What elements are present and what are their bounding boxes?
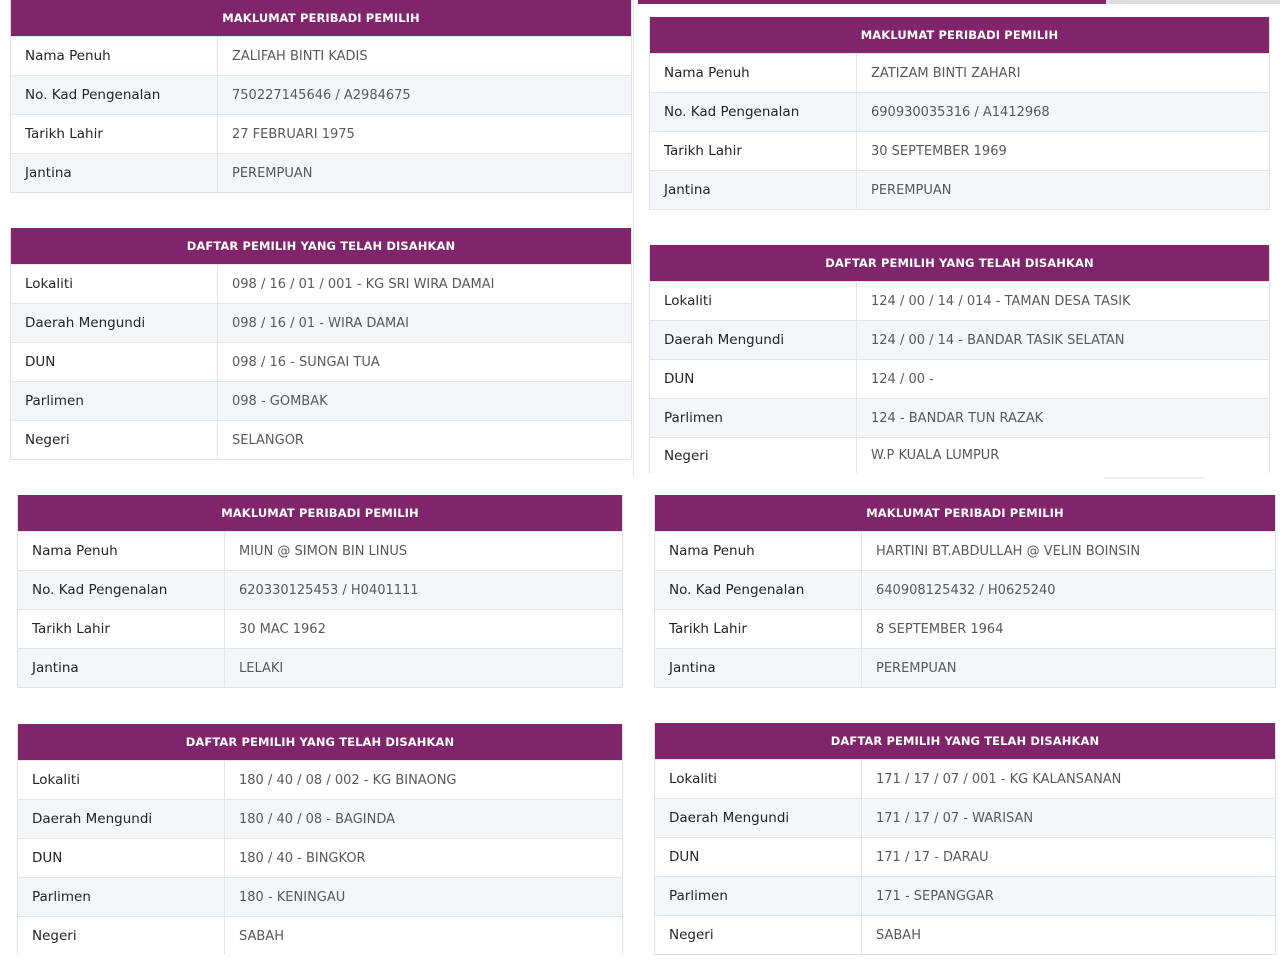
value-polling-district: 124 / 00 / 14 - BANDAR TASIK SELATAN xyxy=(871,332,1125,348)
row-state xyxy=(18,916,622,955)
label-parliament: Parlimen xyxy=(11,382,218,420)
row-locality xyxy=(655,759,1275,798)
label-locality: Lokaliti xyxy=(650,282,857,320)
label-state: Negeri xyxy=(11,421,218,459)
value-state: SELANGOR xyxy=(232,432,304,448)
personal-info-table xyxy=(17,495,623,688)
value-locality: 098 / 16 / 01 / 001 - KG SRI WIRA DAMAI xyxy=(232,276,495,292)
value-full-name: HARTINI BT.ABDULLAH @ VELIN BOINSIN xyxy=(876,543,1141,559)
value-birth-date: 27 FEBRUARI 1975 xyxy=(232,126,355,142)
value-dun: 171 / 17 - DARAU xyxy=(876,849,989,865)
panel-divider xyxy=(633,0,634,476)
value-full-name: MIUN @ SIMON BIN LINUS xyxy=(239,543,408,559)
row-polling-district xyxy=(11,303,631,342)
voter-panel-miun xyxy=(17,495,623,959)
row-birth-date xyxy=(650,131,1269,170)
label-dun: DUN xyxy=(11,343,218,381)
row-full-name xyxy=(650,53,1269,92)
row-gender xyxy=(655,648,1275,687)
value-ic-number: 690930035316 / A1412968 xyxy=(871,104,1050,120)
row-gender xyxy=(11,153,631,192)
voter-registry-header: DAFTAR PEMILIH YANG TELAH DISAHKAN xyxy=(650,245,1269,281)
label-full-name: Nama Penuh xyxy=(655,532,862,570)
value-state: W.P KUALA LUMPUR xyxy=(871,448,1000,463)
value-birth-date: 30 MAC 1962 xyxy=(239,621,326,637)
label-dun: DUN xyxy=(18,839,225,877)
value-dun: 180 / 40 - BINGKOR xyxy=(239,850,366,866)
personal-info-header: MAKLUMAT PERIBADI PEMILIH xyxy=(11,0,631,36)
value-polling-district: 180 / 40 / 08 - BAGINDA xyxy=(239,811,396,827)
label-dun: DUN xyxy=(655,838,862,876)
label-parliament: Parlimen xyxy=(650,399,857,437)
row-parliament xyxy=(655,876,1275,915)
personal-info-header: MAKLUMAT PERIBADI PEMILIH xyxy=(650,17,1269,53)
label-locality: Lokaliti xyxy=(11,265,218,303)
row-gender xyxy=(650,170,1269,209)
voter-registry-table xyxy=(649,245,1270,473)
label-state: Negeri xyxy=(18,917,225,955)
row-dun xyxy=(11,342,631,381)
label-gender: Jantina xyxy=(18,649,225,687)
value-polling-district: 098 / 16 / 01 - WIRA DAMAI xyxy=(232,315,409,331)
label-gender: Jantina xyxy=(650,171,857,209)
personal-info-table xyxy=(649,17,1270,210)
row-parliament xyxy=(18,877,622,916)
voter-registry-table xyxy=(654,723,1276,955)
row-parliament xyxy=(650,398,1269,437)
voter-registry-table xyxy=(17,724,623,955)
row-polling-district xyxy=(18,799,622,838)
label-polling-district: Daerah Mengundi xyxy=(655,799,862,837)
value-polling-district: 171 / 17 / 07 - WARISAN xyxy=(876,810,1034,826)
label-birth-date: Tarikh Lahir xyxy=(18,610,225,648)
label-full-name: Nama Penuh xyxy=(650,54,857,92)
label-parliament: Parlimen xyxy=(655,877,862,915)
personal-info-table xyxy=(10,0,632,193)
row-dun xyxy=(655,837,1275,876)
value-gender: PEREMPUAN xyxy=(876,660,957,676)
row-locality xyxy=(18,760,622,799)
value-parliament: 124 - BANDAR TUN RAZAK xyxy=(871,410,1044,426)
label-gender: Jantina xyxy=(11,154,218,192)
value-parliament: 098 - GOMBAK xyxy=(232,393,328,409)
label-full-name: Nama Penuh xyxy=(11,37,218,75)
label-state: Negeri xyxy=(650,438,857,473)
value-locality: 180 / 40 / 08 / 002 - KG BINAONG xyxy=(239,772,457,788)
value-birth-date: 8 SEPTEMBER 1964 xyxy=(876,621,1004,637)
row-full-name xyxy=(11,36,631,75)
label-full-name: Nama Penuh xyxy=(18,532,225,570)
value-birth-date: 30 SEPTEMBER 1969 xyxy=(871,143,1007,159)
label-polling-district: Daerah Mengundi xyxy=(18,800,225,838)
label-polling-district: Daerah Mengundi xyxy=(11,304,218,342)
label-polling-district: Daerah Mengundi xyxy=(650,321,857,359)
label-birth-date: Tarikh Lahir xyxy=(655,610,862,648)
row-ic-number xyxy=(11,75,631,114)
row-birth-date xyxy=(11,114,631,153)
value-gender: PEREMPUAN xyxy=(232,165,313,181)
row-state xyxy=(11,420,631,459)
row-ic-number xyxy=(655,570,1275,609)
personal-info-header: MAKLUMAT PERIBADI PEMILIH xyxy=(18,495,622,531)
label-birth-date: Tarikh Lahir xyxy=(650,132,857,170)
cropped-toolbar-strip xyxy=(1106,0,1280,4)
row-locality xyxy=(650,281,1269,320)
value-gender: PEREMPUAN xyxy=(871,182,952,198)
voter-panel-zatizam xyxy=(649,17,1270,477)
personal-info-table xyxy=(654,495,1276,688)
value-locality: 171 / 17 / 07 / 001 - KG KALANSANAN xyxy=(876,771,1122,787)
row-polling-district xyxy=(650,320,1269,359)
label-ic-number: No. Kad Pengenalan xyxy=(11,76,218,114)
label-ic-number: No. Kad Pengenalan xyxy=(650,93,857,131)
label-locality: Lokaliti xyxy=(655,760,862,798)
row-ic-number xyxy=(650,92,1269,131)
value-state: SABAH xyxy=(876,927,921,943)
label-ic-number: No. Kad Pengenalan xyxy=(18,571,225,609)
row-dun xyxy=(650,359,1269,398)
voter-panel-zalifah xyxy=(10,0,632,462)
value-dun: 124 / 00 - xyxy=(871,371,934,387)
label-ic-number: No. Kad Pengenalan xyxy=(655,571,862,609)
row-parliament xyxy=(11,381,631,420)
row-polling-district xyxy=(655,798,1275,837)
voter-registry-table xyxy=(10,228,632,460)
row-full-name xyxy=(18,531,622,570)
value-parliament: 171 - SEPANGGAR xyxy=(876,888,994,904)
value-parliament: 180 - KENINGAU xyxy=(239,889,346,905)
label-birth-date: Tarikh Lahir xyxy=(11,115,218,153)
label-locality: Lokaliti xyxy=(18,761,225,799)
value-full-name: ZALIFAH BINTI KADIS xyxy=(232,48,368,64)
value-locality: 124 / 00 / 14 / 014 - TAMAN DESA TASIK xyxy=(871,293,1131,309)
value-ic-number: 750227145646 / A2984675 xyxy=(232,87,411,103)
personal-info-header: MAKLUMAT PERIBADI PEMILIH xyxy=(655,495,1275,531)
label-dun: DUN xyxy=(650,360,857,398)
label-state: Negeri xyxy=(655,916,862,954)
value-full-name: ZATIZAM BINTI ZAHARI xyxy=(871,65,1021,81)
row-locality xyxy=(11,264,631,303)
row-birth-date xyxy=(655,609,1275,648)
row-gender xyxy=(18,648,622,687)
voter-registry-header: DAFTAR PEMILIH YANG TELAH DISAHKAN xyxy=(11,228,631,264)
value-dun: 098 / 16 - SUNGAI TUA xyxy=(232,354,380,370)
voter-registry-header: DAFTAR PEMILIH YANG TELAH DISAHKAN xyxy=(18,724,622,760)
label-parliament: Parlimen xyxy=(18,878,225,916)
row-ic-number xyxy=(18,570,622,609)
value-state: SABAH xyxy=(239,928,284,944)
row-dun xyxy=(18,838,622,877)
row-state xyxy=(655,915,1275,954)
voter-panel-hartini xyxy=(654,495,1276,959)
row-state xyxy=(650,437,1269,473)
cropped-header-strip xyxy=(638,0,1106,4)
row-full-name xyxy=(655,531,1275,570)
value-ic-number: 620330125453 / H0401111 xyxy=(239,582,419,598)
voter-registry-header: DAFTAR PEMILIH YANG TELAH DISAHKAN xyxy=(655,723,1275,759)
value-gender: LELAKI xyxy=(239,660,284,676)
row-birth-date xyxy=(18,609,622,648)
label-gender: Jantina xyxy=(655,649,862,687)
value-ic-number: 640908125432 / H0625240 xyxy=(876,582,1056,598)
